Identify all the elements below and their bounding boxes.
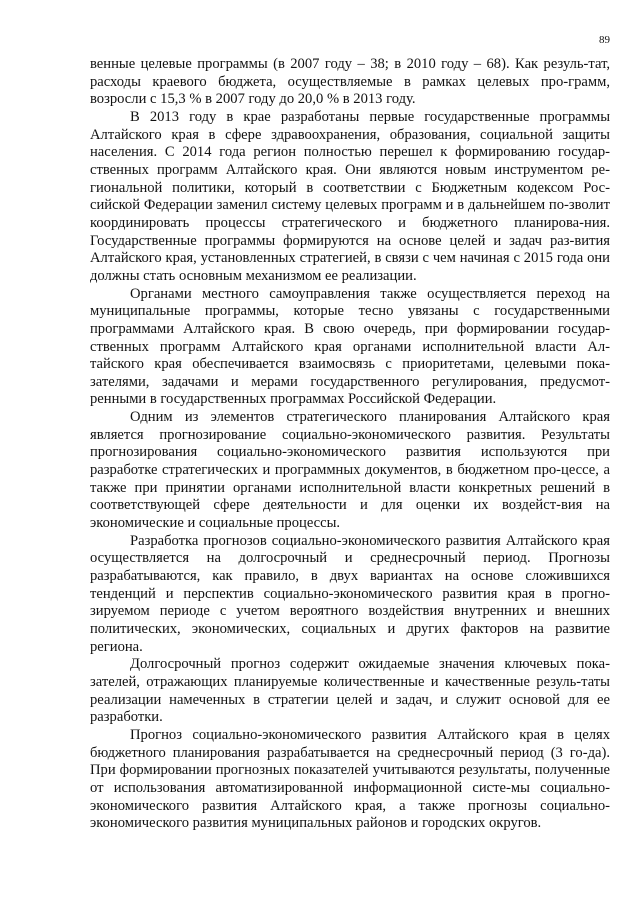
paragraph-continued: венные целевые программы (в 2007 году – 38; в 2010 году – 68). Как резуль-тат, расходы краевого бюджета, осуществляемые в рамках целевых про-грамм, возросли с 15,3 % в 2007 году до 20,0 % в 2013 году.: [90, 56, 610, 108]
page-number: 89: [599, 34, 610, 46]
document-body: [90, 56, 610, 833]
paragraph-municipal-programs: Органами местного самоуправления также осуществляется переход на муниципальные программы, которые тесно увязаны с государственными программами Алтайского края. В свою очередь, при формировании государ-ственных программ Алтайского края органами исполнительной власти Ал-тайского края обеспечивается взаимосвязь с приоритетами, целевыми пока-зателями, задачами и мерами государственного регулирования, предусмот-ренными в государственных программах Российской Федерации.: [90, 285, 610, 408]
paragraph-forecast-development: Разработка прогнозов социально-экономического развития Алтайского края осуществляется на долгосрочный и среднесрочный период. Прогнозы разрабатываются, как правило, в двух вариантах на основе сложившихся тенденций и перспектив социально-экономического развития края в прогно-зируемом периоде с учетом вероятного воздействия внутренних и внешних политических, экономических, социальных и других факторов на развитие региона.: [90, 532, 610, 655]
paragraph-medium-term-forecast: Прогноз социально-экономического развития Алтайского края в целях бюджетного планирования разрабатывается на среднесрочный период (3 го-да). При формировании прогнозных показателей учитываются результаты, полученные от использования автоматизированной информационной систе-мы социально-экономического развития Алтайского края, а также прогнозы социально-экономического развития муниципальных районов и городских округов.: [90, 726, 610, 832]
paragraph-forecasting: Одним из элементов стратегического планирования Алтайского края является прогнозирование социально-экономического развития. Результаты прогнозирования социально-экономического развития используются при разработке стратегических и программных документов, в бюджетном про-цессе, а также при принятии органами исполнительной власти конкретных решений в соответствующей сфере деятельности и для оценки их воздейст-вия на экономические и социальные процессы.: [90, 409, 610, 532]
paragraph-state-programs: В 2013 году в крае разработаны первые государственные программы Алтайского края в сфере здравоохранения, образования, социальной защиты населения. С 2014 года регион полностью перешел к формированию государ-ственных программ Алтайского края. Они являются новым инструментом ре-гиональной политики, который в соответствии с Бюджетным кодексом Рос-сийской Федерации заменил систему целевых программ и в дальнейшем по-зволит координировать процессы стратегического и бюджетного планирова-ния. Государственные программы формируются на основе целей и задач раз-вития Алтайского края, установленных стратегией, в связи с чем начиная с 2015 года они должны стать основным механизмом ее реализации.: [90, 108, 610, 284]
paragraph-long-term-forecast: Долгосрочный прогноз содержит ожидаемые значения ключевых пока-зателей, отражающих планируемые количественные и качественные резуль-таты реализации намеченных в стратегии целей и задач, и служит основой для ее разработки.: [90, 656, 610, 726]
